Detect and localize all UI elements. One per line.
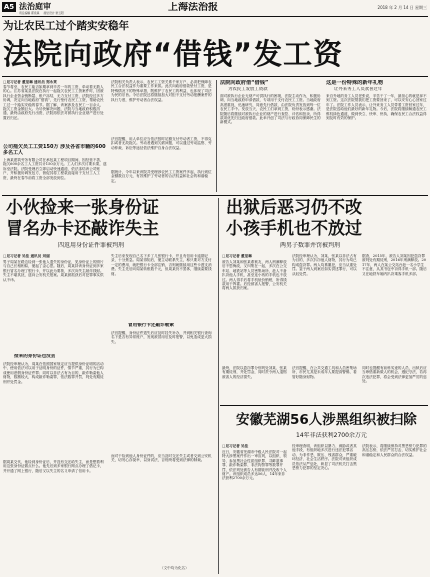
lead-side2-title: 这是一份特殊的新年礼物 [326, 80, 384, 86]
lead-body-a: 春节将至，农民工能否如期拿到辛苦一年的工资，牵动着无数人的心。江苏省某县法院在执行一起拖欠农民工工资案件时，因被执行企业资金链断裂、账户冻结，无力支付工资，法院经过多方协调，决定向当地政府“借钱”，先行垫付农民工工资，帮助农民工过一个踏实安稳的春节。据了解，该案涉及农民工一百余人，拖欠工资金额巨大。为尽快解决问题，法院与当地政府积极沟通，最终由政府先行出资，法院再依法对被执行企业财产进行处置后归还。 [3, 85, 104, 120]
page-code-badge: A5 [3, 3, 15, 11]
center-divider [218, 198, 219, 574]
lead-headline: 法院向政府“借钱”发工资 [3, 37, 344, 71]
issue-date: 2018 年 2 月 14 日 星期三 [377, 5, 427, 10]
lead-body-e: 据统计，今年以来该院共受理涉农民工工资案件多起，执行到位金额数百万元，有效维护了劳动者的合法权益和社会的和谐稳定。 [111, 170, 212, 183]
story2-body-b: 法院经审理认为，周某在依照国家规定应当提供身份证明的活动中，使用依法可以用于证明身份的证件，情节严重，其行为已构成使用虚假身份证件罪；同时以非法占有为目的，敲诈勒索他人财物，数额较大，构成敲诈勒索罪，依法数罪并罚，判处有期徒刑并处罚金。 [3, 362, 104, 384]
story4-body-a: 近日，安徽省芜湖市中级人民法院对一起特大涉黑案件作出一审宣判，以组织、领导、参加黑社会性质组织罪、寻衅滋事罪、敲诈勒索罪、非法拘禁罪等数罪并罚，依法判处被告人有期徒刑并没收个人财产。该组织成员多达56人，14年来非法获利2700余万元。 [222, 450, 287, 481]
story3-body-f: 同时也提醒有前科劣迹的人员，出狱后应当珍惜重新做人的机会，遵纪守法，若再次违法犯罪，将会受到法律更加严厉的惩处。 [362, 366, 427, 384]
story3-deck: 两男子数罪并罚被判刑 [280, 242, 341, 249]
designer-name: 视觉设计 窦云阳 [43, 11, 64, 15]
story4-byline: □见习记者 吴佳 [222, 444, 249, 448]
story3-body-a: 被告人刘某和张某系狱友，两人刑满释放后不思悔改，又纠集在一起，多次在公交车站、地铁站等人员密集场所，趁人不备扒窃他人手机，甚至连小孩的手机也不放过。两人得手后将手机低价销赃，所得钱款用于挥霍。后经被害人报警，公安机关将两人抓获归案。 [222, 260, 287, 291]
story3-headline-2: 小孩手机也不放过 [226, 219, 362, 239]
story3-body-c: 据查，2015年，被告人刘某因犯盗窃罪被判处有期徒刑，2016年刑满释放。2017年，两人在某公交站台趁一名小学生不注意，从其书包中窃得手机一部。随后又在地铁车厢内扒窃乘客手机多部。 [362, 254, 427, 276]
lead-body-b: 法院相关负责人表示，农民工工资关系千家万户，必须把保障农民工合法权益作为重要工作来抓。此次向政府借款垫付工资，是特殊情况下的特殊举措，既维护了农民工的利益，也体现了司法为民的宗旨。今后法院还将继续加大对拒不支付劳动报酬案件的执行力度，维护劳动者合法权益。 [111, 80, 212, 102]
story2-body-c: 据周某交代，他捡到身份证后，并没有交还给失主，而是想着利用这张身份证做点什么。他先后到多家银行网点办理了借记卡，并开通了网上银行，随后又以失主的名义申请了信用卡。 [3, 460, 104, 473]
story2-subhead-b: 冒用银行卡还敲诈勒索 [128, 323, 174, 328]
lead-kicker: 为让农民工过个踏实安稳年 [3, 20, 129, 32]
masthead-rule [2, 16, 428, 17]
story2-subhead-a: 捡来的身份证也没丢 [14, 354, 56, 359]
story2-byline: □见习记者 吴佳 通讯员 刘丽 [3, 254, 50, 258]
editor-credit [19, 12, 64, 15]
story2-body-d: 失主后来发现自己名下多了几张银行卡，并且有信用卡逾期记录，十分焦急。周某得知后，便主动联系失主，称只要对方支付一定的费用，就把银行卡全部注销，否则就继续用这些卡透支消费。失主先后向周某转账数千元，但周某仍不罢休，继续索要钱财。 [111, 254, 212, 276]
story2-note: （文中均为化名） [160, 566, 189, 570]
story2-body-a: 男子周某在路边捡到一张他人遗失的身份证，见身份证上的照片与自己长相相似，便起了歪心思。随后，周某持该身份证到多家银行冒名办理了银行卡，并以此为要挟，多次向失主敲诈钱财。失主不堪其扰，遂向公安机关报案。周某被抓获后对犯罪事实供认不讳。 [3, 260, 104, 282]
story4-body-b: 经审理查明，该组织以暴力、威胁或者其他手段，有组织地多次进行违法犯罪活动，为非作恶，欺压、残害群众，严重破坏经济、社会生活秩序。法院对该组织成员依法从严惩处，彰显了司法机关打击黑恶势力犯罪的坚定决心。 [292, 444, 357, 471]
lead-side2-body: 来自外地的务工人员老张说，辛苦干了一年，最担心的就是拿不到工资。这次法院帮我们把工资要回来了，可以安安心心回家过年了。法院工作人员表示，让外来务工人员带着工资回家过年，是法院送给他们最好的新年礼物。今后，法院将继续畅通农民工维权绿色通道，做到快立、快审、快执，确保农民工合法权益得到及时有效的保护。 [326, 94, 427, 121]
story3-body-b: 法院经审理认为，刘某、张某以非法占有为目的，多次扒窃他人财物，其行为均已构成盗窃罪。两人均系累犯，应当从重处罚。鉴于两人到案后如实供述罪行，可以从轻处罚。 [292, 254, 357, 276]
section-rule-2 [220, 405, 428, 406]
story4-headline: 安徽芜湖56人涉黑组织被扫除 [236, 412, 417, 428]
lead-byline: □见习记者 董里琳 通讯员 郑永莱 [3, 80, 57, 84]
lead-subhead: 公司拖欠员工工资150万 涉及各省市籍的600多名工人 [3, 144, 106, 156]
story2-body-f: 而对于捡到他人身份证件的，应当及时交还失主或者交到公安机关，切勿心存侥幸，以身试法，否则终将受到法律的制裁。 [111, 454, 212, 463]
lead-side-title: 法院向政府借“借钱” [220, 80, 269, 86]
newspaper-name: 上海法治报 [168, 2, 218, 13]
story3-headline-1: 出狱后恶习仍不改 [226, 198, 362, 218]
story2-deck: 四返用身份证件罪被判刑 [58, 242, 125, 249]
story2-body-e: 法官提醒，身份证件遗失后应及时挂失补办，并到相关银行查询名下是否有异常账户，发现被冒用后及时报警，以免造成更大损失。 [111, 331, 212, 344]
story3-body-e: 法官提醒，在公共交通工具和人员密集场所，市民尤其是未成年人要提高警惕，看管好随身财物。 [292, 366, 357, 379]
story3-byline: □见习记者 董里琳 [222, 254, 252, 258]
section-title: 法治庭审 [19, 2, 51, 11]
lead-side2-sub: 让外来务工人员欢喜过年 [334, 87, 383, 92]
lead-rule [2, 76, 428, 77]
lead-divider [216, 80, 217, 192]
story4-deck: 14年非法获利2700余万元 [296, 432, 367, 439]
story2-headline-2: 冒名办卡还敲诈失主 [6, 219, 159, 239]
story4-body-c: 法院表示，将继续保持对黑恶势力犯罪的高压态势，依法严厉打击，切实维护社会和谐稳定和人民群众的合法权益。 [362, 444, 427, 457]
story3-body-d: 最终，法院以盗窃罪分别判处刘某、张某有期徒刑，并处罚金，同时责令两人退赔被害人的经济损失。 [222, 366, 287, 379]
lead-body-c: 上海某建筑劳务有限公司在承包某工程项目期间，因经营不善，拖欠600余名工人工资共计150余万元。工人们多次讨要未果，遂诉至法院。法院受理后立即启动快速通道，依法冻结该公司账户，并积极协调发包方，督促其将工程款直接用于支付工人工资，最终在春节前将工资全部发放到位。 [3, 158, 107, 180]
lead-side-body: 面对被执行企业无财产可供执行的困境，法院主动作为，积极协调，向当地政府申请借款，专项用于支付农民工工资。当地政府高度重视，迅速研究，同意先行借款，由法院负责发放到每一位农民工手中。发放当天，农民工们拿到工资，纷纷表示感谢。法院随后将继续对被执行企业的财产进行查控、评估和拍卖，所得款项优先归还政府借款。此举开创了司法与行政协同保障民生的新模式。 [220, 94, 321, 125]
lead-side-sub: 为农民工发放工资款 [228, 87, 268, 92]
section-rule-1 [2, 195, 428, 196]
editor-name: 责任编辑 郭泉真 [19, 11, 40, 15]
lead-body-d: 法官提醒，用人单位应当依法按时足额支付劳动者工资，不得克扣或者无故拖欠。劳动者遇到欠薪问题，可以通过劳动监察、劳动仲裁、诉讼等途径依法维护自身合法权益。 [111, 137, 212, 150]
story2-headline-1: 小伙捡来一张身份证 [6, 198, 159, 218]
